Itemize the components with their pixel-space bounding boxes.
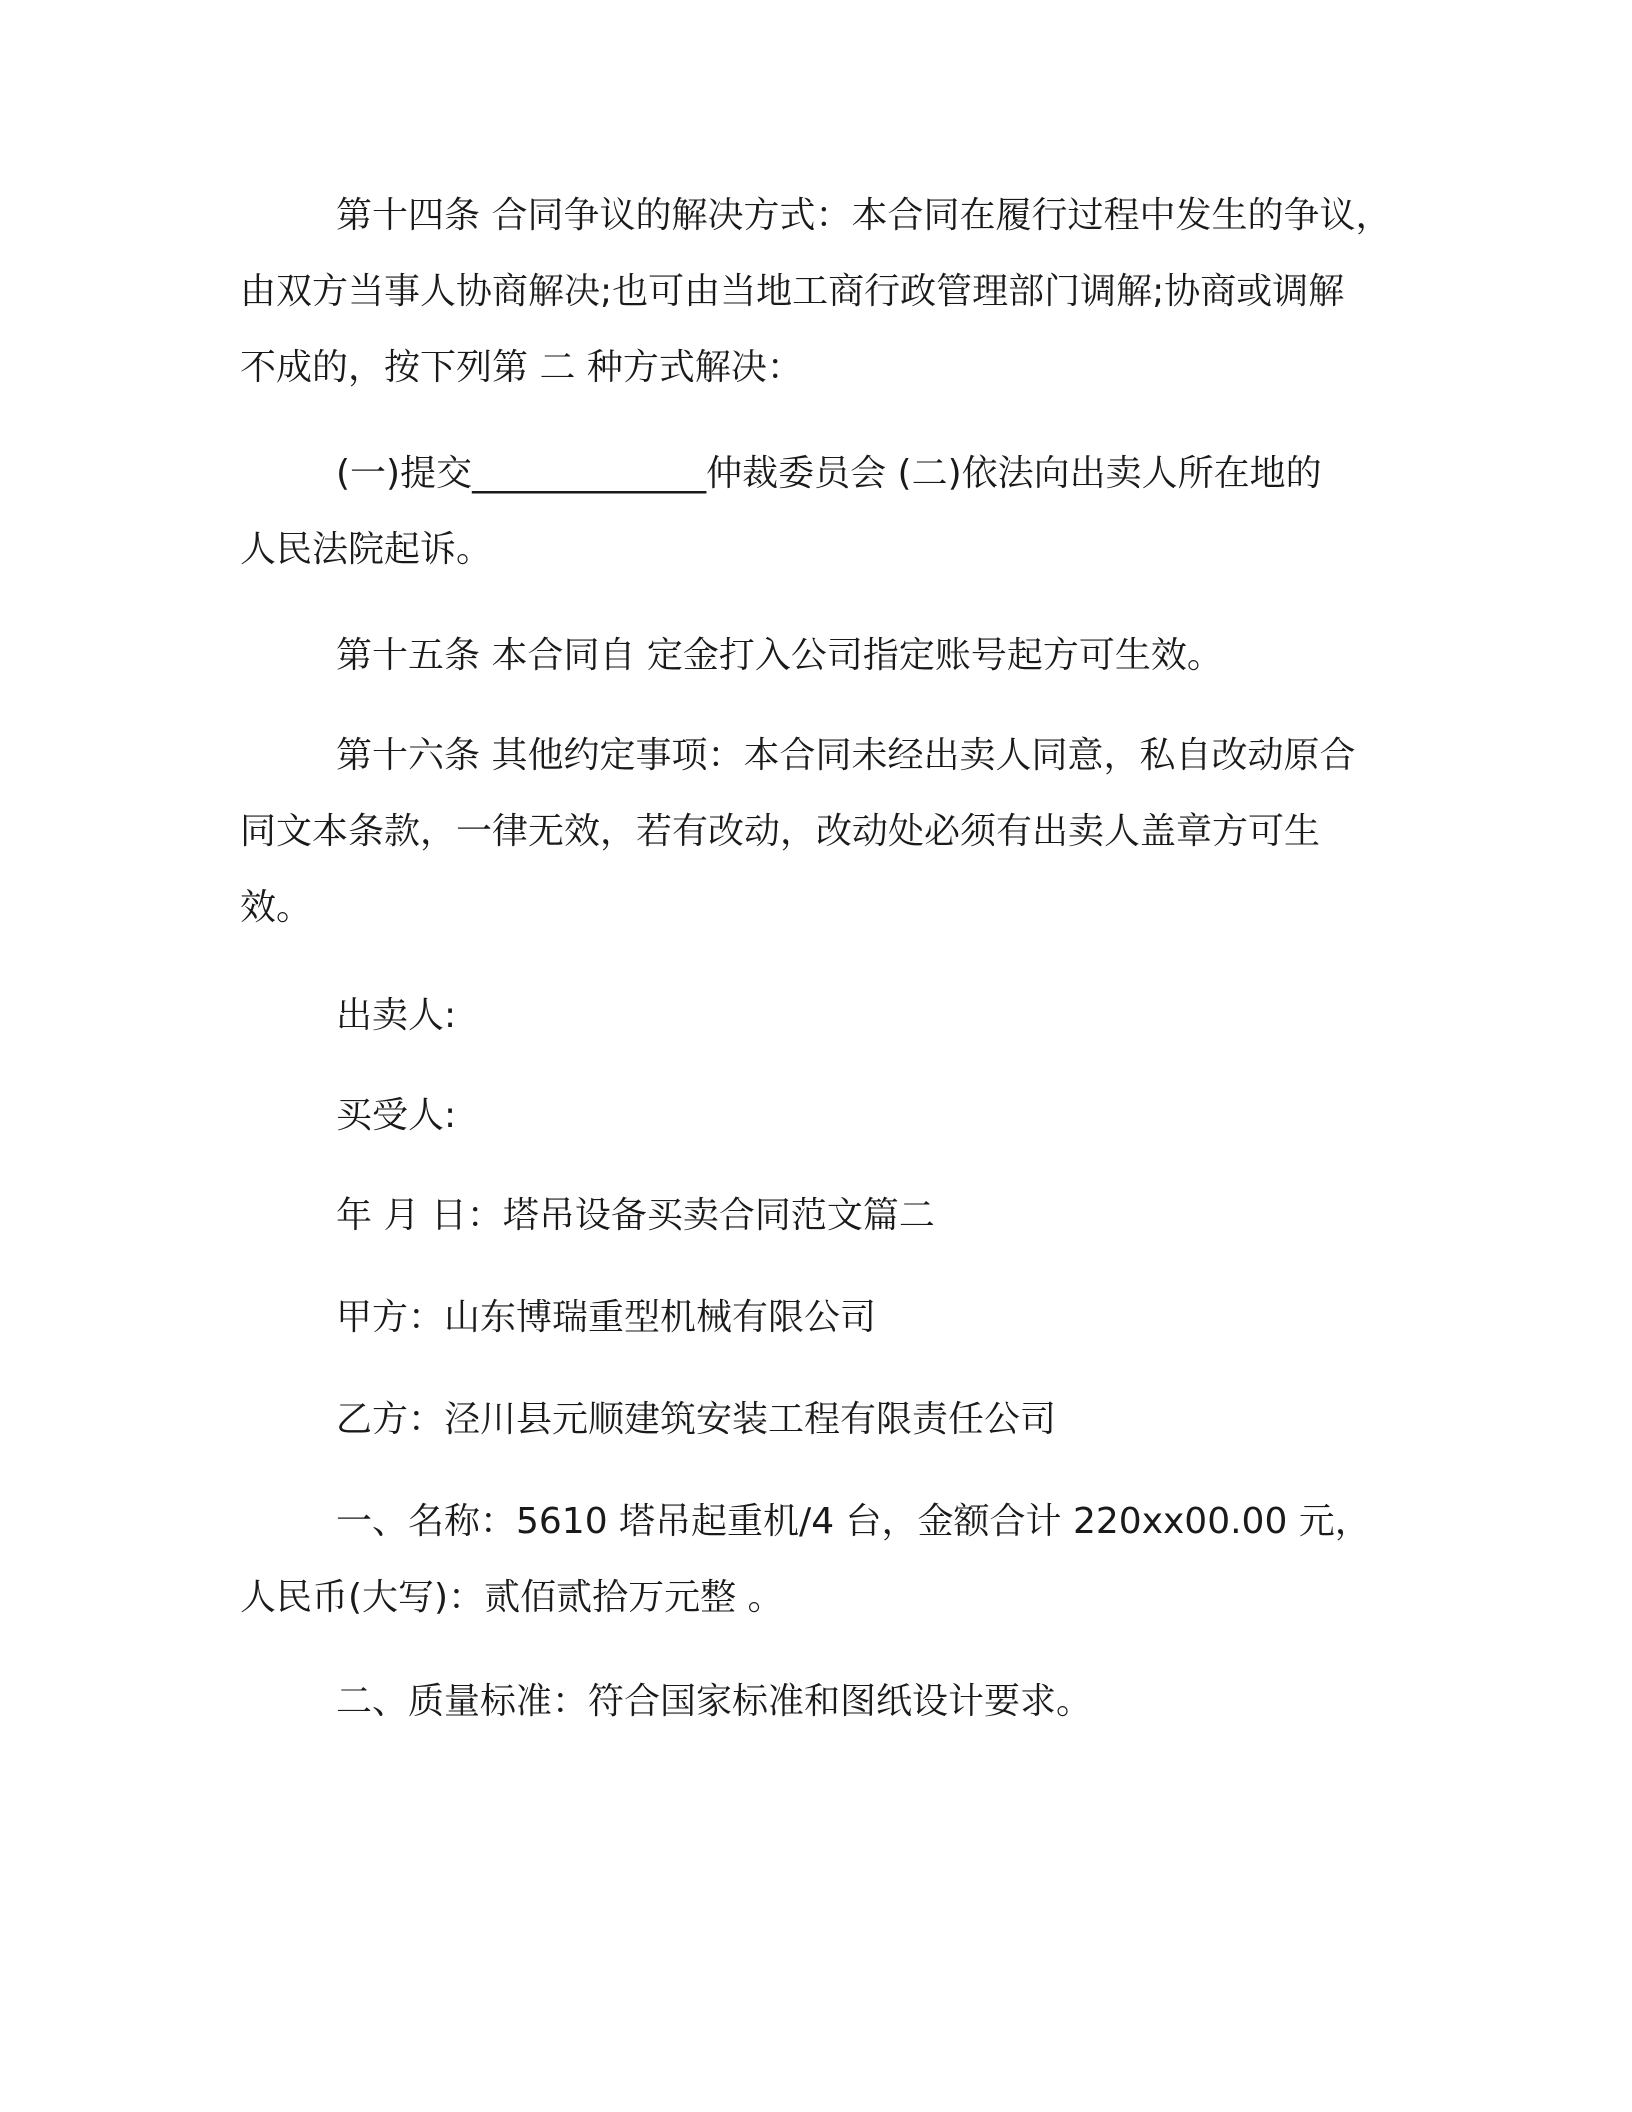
text-line: 出卖人: [336, 995, 457, 1036]
text-line: 第十四条 合同争议的解决方式：本合同在履行过程中发生的争议， [336, 195, 1392, 236]
text-line: 一、名称：5610 塔吊起重机/4 台，金额合计 220xx00.00 元， [336, 1501, 1371, 1542]
text-line: 二、质量标准：符合国家标准和图纸设计要求。 [336, 1681, 1093, 1722]
party-a-line [240, 1280, 1410, 1356]
article-14-paragraph [240, 178, 1410, 406]
text-line: 第十六条 其他约定事项：本合同未经出卖人同意，私自改动原合 [336, 735, 1356, 776]
text-line: 买受人: [336, 1095, 457, 1136]
party-b-line [240, 1382, 1410, 1458]
quality-standard-line [240, 1664, 1410, 1740]
text-line: 由双方当事人协商解决;也可由当地工商行政管理部门调解;协商或调解 [240, 271, 1345, 312]
item-name-paragraph [240, 1484, 1410, 1636]
text-line: 乙方：泾川县元顺建筑安装工程有限责任公司 [336, 1399, 1057, 1440]
dispute-options-paragraph [240, 436, 1410, 588]
text-line: 同文本条款，一律无效，若有改动，改动处必须有出卖人盖章方可生 [240, 811, 1321, 852]
seller-signature-line [240, 978, 1410, 1054]
buyer-signature-line [240, 1078, 1410, 1154]
text-line: 效。 [240, 887, 313, 928]
text-line: 不成的，按下列第 二 种方式解决： [240, 347, 803, 388]
article-15-paragraph [240, 618, 1410, 694]
text-line: (一)提交_____________仲裁委员会 (二)依法向出卖人所在地的 [336, 453, 1322, 494]
text-line: 人民币(大写)：贰佰贰拾万元整 。 [240, 1577, 784, 1618]
text-line: 第十五条 本合同自 定金打入公司指定账号起方可生效。 [336, 635, 1223, 676]
text-line: 年 月 日：塔吊设备买卖合同范文篇二 [336, 1195, 935, 1236]
text-line: 甲方：山东博瑞重型机械有限公司 [336, 1297, 877, 1338]
article-16-paragraph [240, 718, 1410, 946]
text-line: 人民法院起诉。 [240, 529, 493, 570]
date-and-title-line [240, 1178, 1410, 1254]
